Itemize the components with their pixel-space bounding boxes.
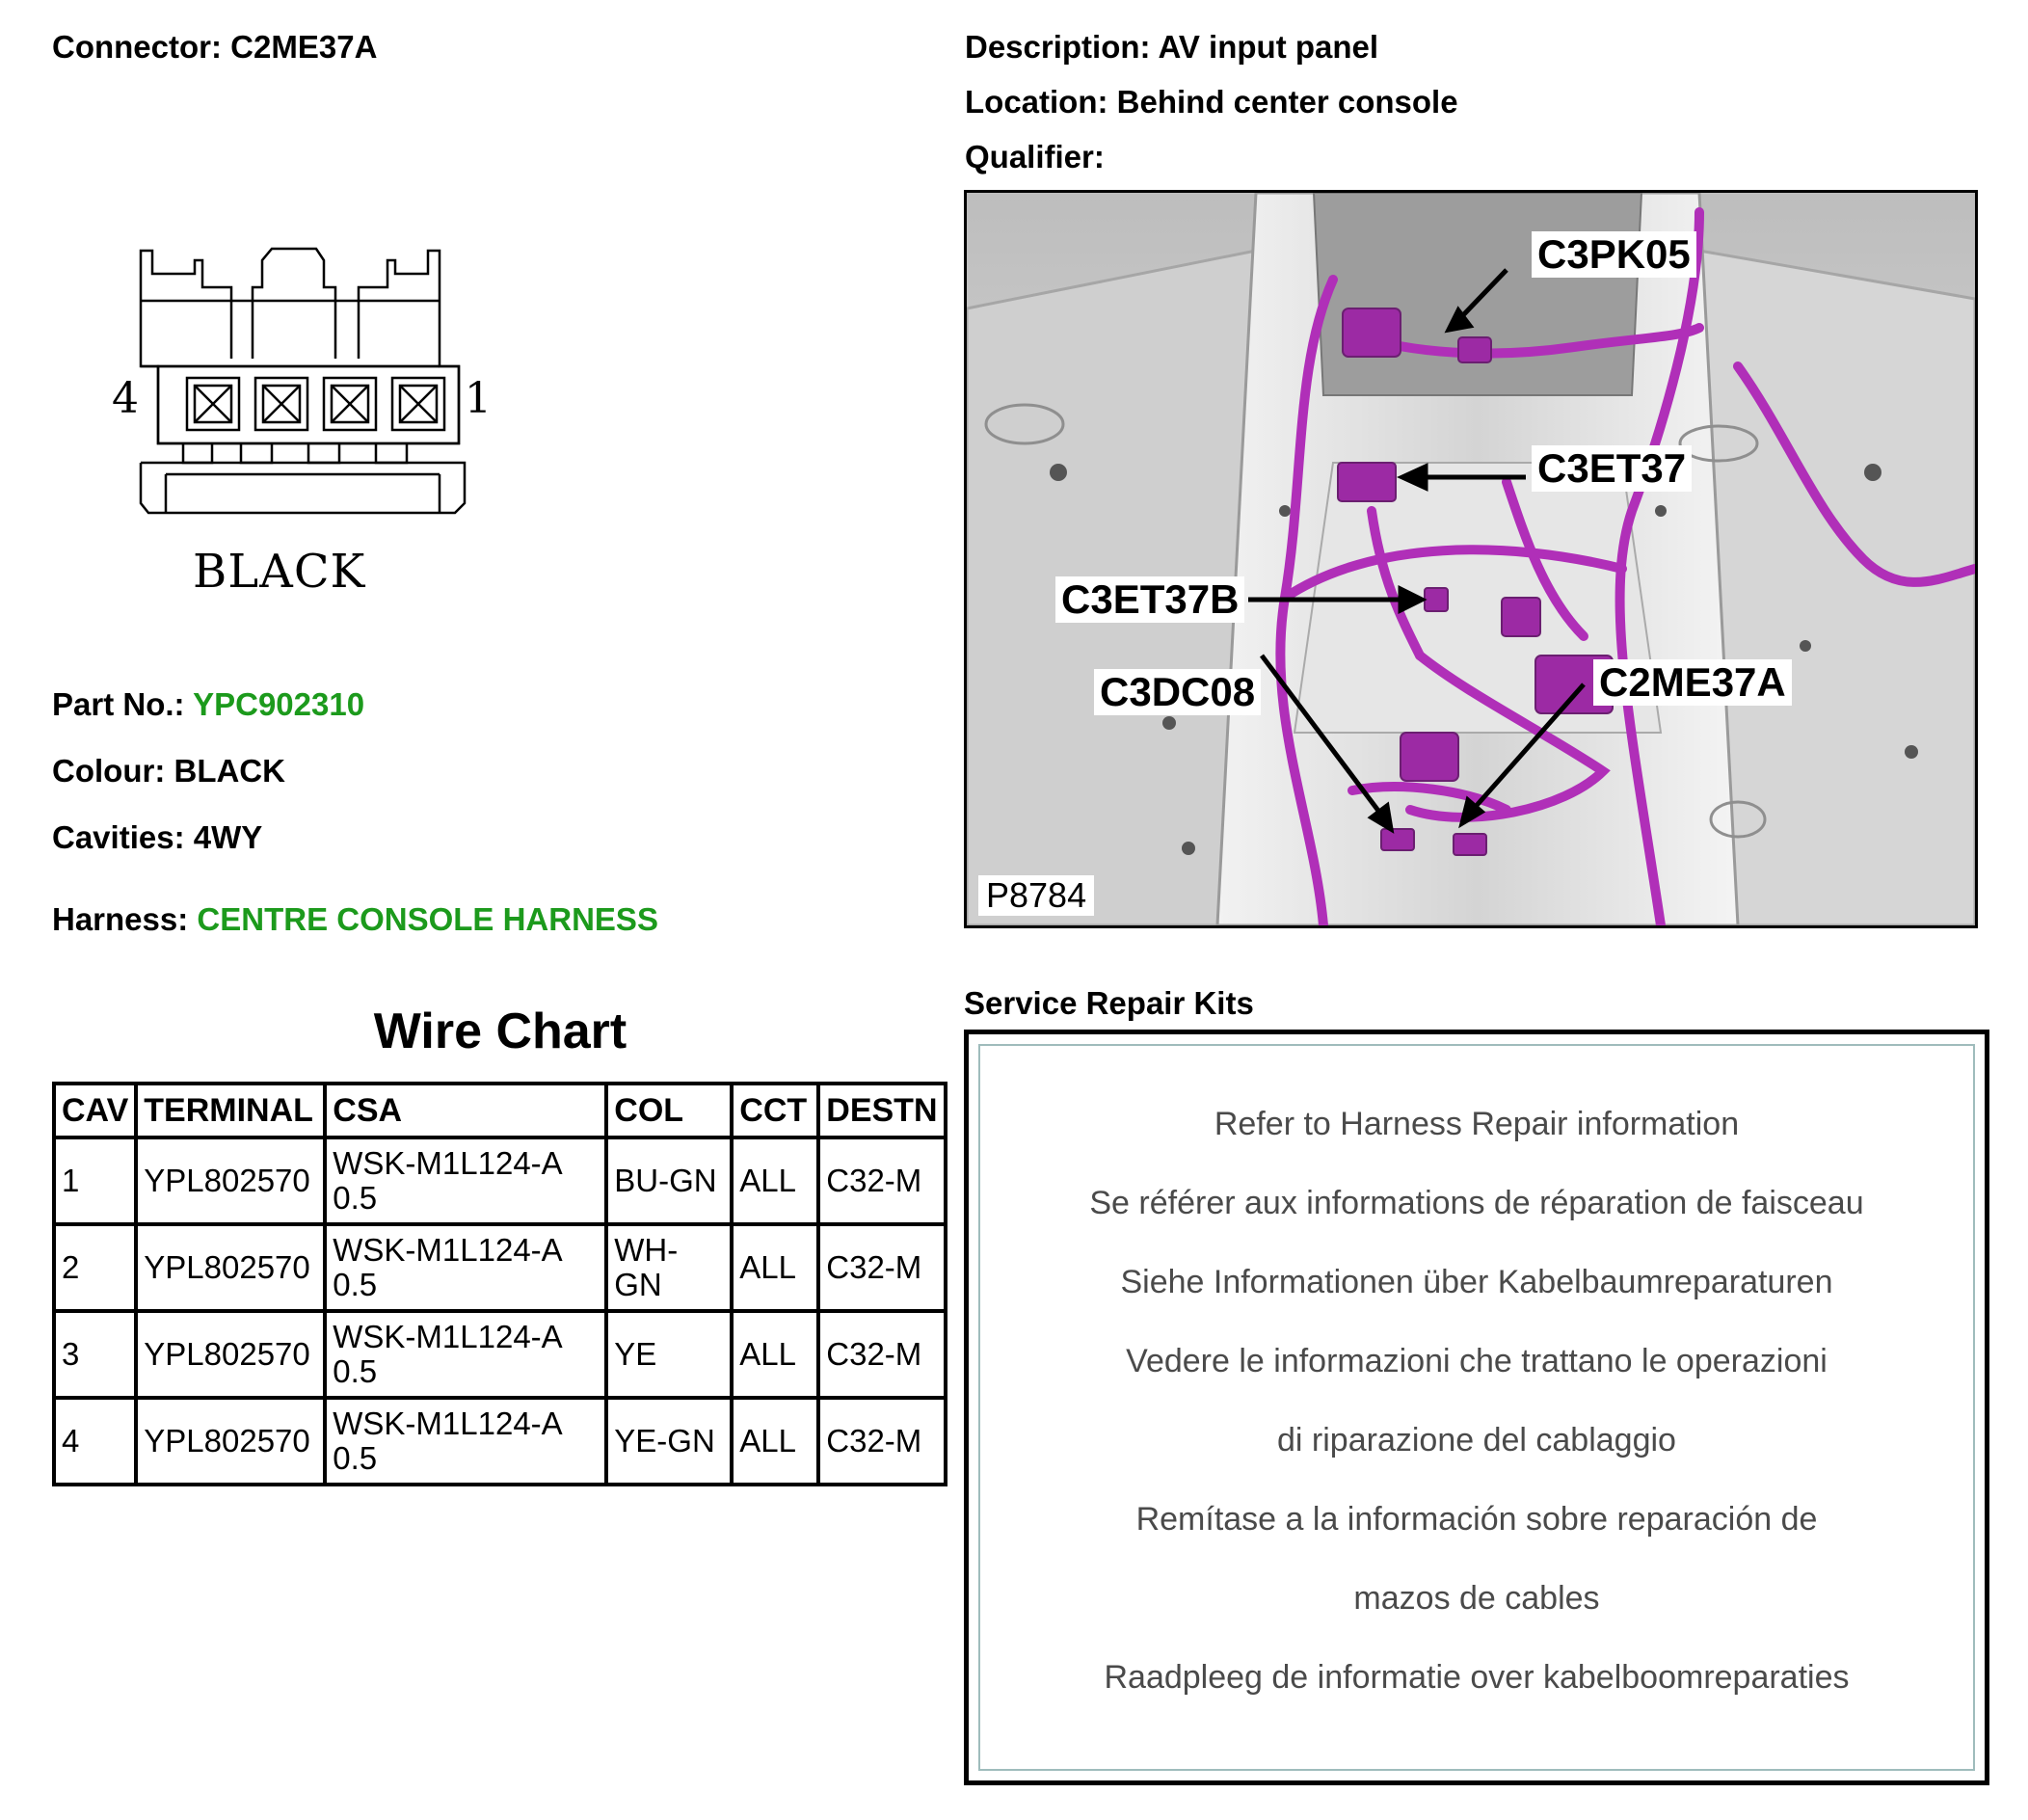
connector-face-drawing <box>106 231 492 549</box>
connector-outline-icon <box>106 231 492 521</box>
connector-label: Connector: <box>52 29 222 65</box>
cell-destn: C32-M <box>818 1311 946 1398</box>
cavities-label: Cavities: <box>52 819 185 855</box>
repair-info-line: Se référer aux informations de réparation de faisceau <box>1089 1185 1864 1221</box>
description-label: Description: <box>965 29 1151 65</box>
cavities-line <box>52 819 262 856</box>
cell-cct: ALL <box>732 1224 818 1311</box>
repair-info-line: Siehe Informationen über Kabelbaumreparaturen <box>1120 1264 1833 1300</box>
connector-value: C2ME37A <box>230 29 378 65</box>
table-row <box>54 1311 946 1398</box>
repair-info-line: Refer to Harness Repair information <box>1214 1106 1740 1142</box>
description-line <box>965 29 1378 66</box>
column-header-terminal: TERMINAL <box>136 1084 325 1138</box>
repair-info-line: Vedere le informazioni che trattano le operazioni <box>1126 1343 1828 1379</box>
cell-cav: 3 <box>54 1311 136 1398</box>
service-repair-kits-inner-frame <box>978 1044 1975 1771</box>
connector-colour-caption: BLACK <box>193 545 366 599</box>
harness-line <box>52 901 658 938</box>
cell-col: YE <box>606 1311 732 1398</box>
cell-destn: C32-M <box>818 1398 946 1485</box>
cell-cav: 1 <box>54 1138 136 1224</box>
cell-terminal: YPL802570 <box>136 1138 325 1224</box>
wire-chart-header-row <box>54 1084 946 1138</box>
harness-link[interactable]: CENTRE CONSOLE HARNESS <box>197 901 658 937</box>
repair-info-line: Remítase a la información sobre reparación de <box>1135 1501 1818 1538</box>
cell-csa: WSK-M1L124-A 0.5 <box>325 1311 606 1398</box>
cell-csa: WSK-M1L124-A 0.5 <box>325 1224 606 1311</box>
column-header-cct: CCT <box>732 1084 818 1138</box>
column-header-csa: CSA <box>325 1084 606 1138</box>
cell-cct: ALL <box>732 1138 818 1224</box>
connector-heading <box>52 29 377 66</box>
qualifier-line <box>965 139 1105 175</box>
column-header-destn: DESTN <box>818 1084 946 1138</box>
photo-reference: P8784 <box>978 875 1094 916</box>
location-line <box>965 84 1458 120</box>
repair-info-line: di riparazione del cablaggio <box>1277 1422 1676 1459</box>
location-value: Behind center console <box>1116 84 1458 120</box>
cell-csa: WSK-M1L124-A 0.5 <box>325 1398 606 1485</box>
location-label: Location: <box>965 84 1108 120</box>
callout-c2me37a: C2ME37A <box>1593 659 1792 706</box>
cell-cct: ALL <box>732 1398 818 1485</box>
vehicle-floor-illustration-icon <box>967 193 1975 925</box>
harness-label: Harness: <box>52 901 189 937</box>
cell-destn: C32-M <box>818 1224 946 1311</box>
table-row <box>54 1138 946 1224</box>
cell-col: YE-GN <box>606 1398 732 1485</box>
table-row <box>54 1224 946 1311</box>
service-repair-kits-title: Service Repair Kits <box>964 985 1254 1021</box>
cell-terminal: YPL802570 <box>136 1398 325 1485</box>
cell-cav: 2 <box>54 1224 136 1311</box>
part-number-link[interactable]: YPC902310 <box>193 686 365 722</box>
cell-col: WH-GN <box>606 1224 732 1311</box>
callout-c3pk05: C3PK05 <box>1532 231 1696 278</box>
repair-info-line: Raadpleeg de informatie over kabelboomreparaties <box>1104 1659 1850 1696</box>
cell-cct: ALL <box>732 1311 818 1398</box>
part-number-label: Part No.: <box>52 686 185 722</box>
location-photo <box>964 190 1978 928</box>
cell-cav: 4 <box>54 1398 136 1485</box>
cavities-value: 4WY <box>193 819 263 855</box>
wire-chart-title: Wire Chart <box>373 1004 627 1059</box>
pin-number-right: 1 <box>465 374 492 423</box>
callout-c3et37b: C3ET37B <box>1055 576 1244 623</box>
cell-csa: WSK-M1L124-A 0.5 <box>325 1138 606 1224</box>
part-number-line <box>52 686 364 723</box>
description-value: AV input panel <box>1158 29 1379 65</box>
repair-info-line: mazos de cables <box>1353 1580 1600 1617</box>
cell-terminal: YPL802570 <box>136 1224 325 1311</box>
colour-label: Colour: <box>52 753 166 789</box>
column-header-col: COL <box>606 1084 732 1138</box>
colour-line <box>52 753 285 790</box>
qualifier-label: Qualifier: <box>965 139 1105 174</box>
callout-c3et37: C3ET37 <box>1532 445 1692 492</box>
colour-value: BLACK <box>173 753 285 789</box>
callout-c3dc08: C3DC08 <box>1094 669 1261 715</box>
cell-destn: C32-M <box>818 1138 946 1224</box>
column-header-cav: CAV <box>54 1084 136 1138</box>
pin-number-left: 4 <box>112 374 139 423</box>
table-row <box>54 1398 946 1485</box>
service-repair-kits-box <box>964 1030 1989 1785</box>
cell-col: BU-GN <box>606 1138 732 1224</box>
wire-chart-table <box>52 1082 947 1486</box>
cell-terminal: YPL802570 <box>136 1311 325 1398</box>
